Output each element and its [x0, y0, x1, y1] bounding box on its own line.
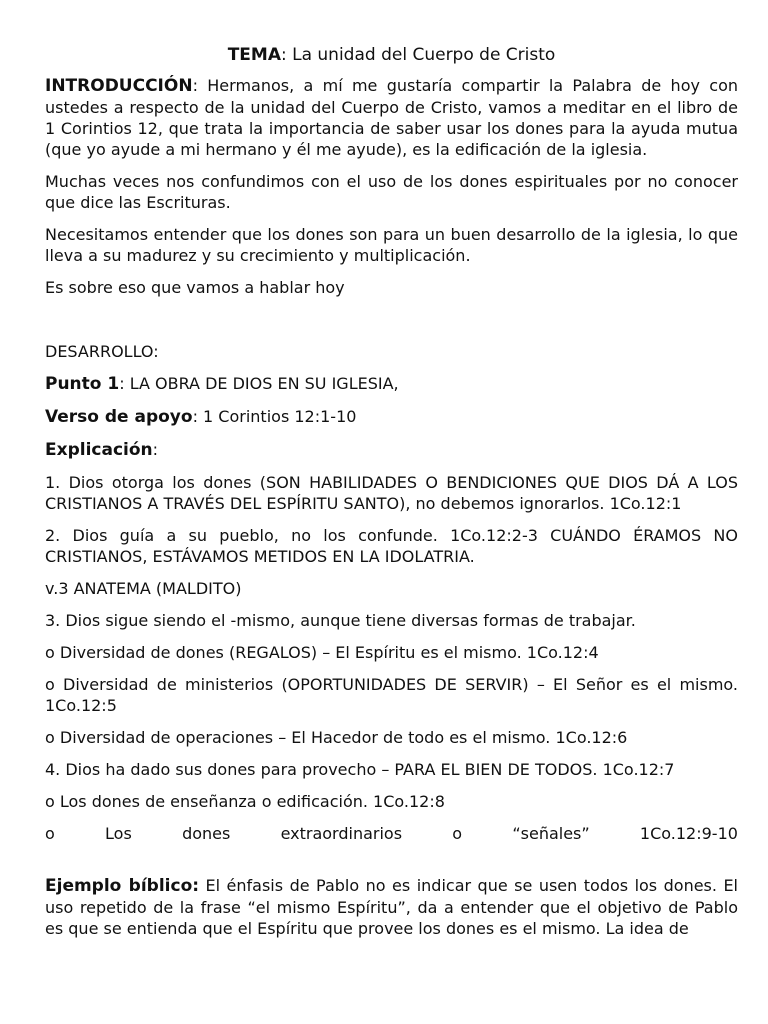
ejemplo-paragraph: [45, 875, 738, 939]
justified-list-item: [45, 823, 738, 844]
explicacion-heading: [45, 439, 738, 461]
punto-label: Punto 1: [45, 374, 120, 394]
list-item: o Diversidad de operaciones – El Hacedor de todo es el mismo. 1Co.12:6: [45, 728, 628, 747]
word: o: [452, 824, 463, 843]
explicacion-label: Explicación: [45, 440, 153, 460]
title-label: TEMA: [227, 45, 281, 65]
list-item: o Diversidad de ministerios (OPORTUNIDADES DE SERVIR) – El Señor es el mismo. 1Co.12:5: [45, 675, 738, 715]
list-item: o Diversidad de dones (REGALOS) – El Espíritu es el mismo. 1Co.12:4: [45, 643, 599, 662]
word: dones: [182, 824, 231, 843]
list-item: o Los dones de enseñanza o edificación. 1Co.12:8: [45, 792, 445, 811]
spacer: [45, 855, 738, 875]
list-item: 2. Dios guía a su pueblo, no los confunde. 1Co.12:2-3 CUÁNDO ÉRAMOS NO CRISTIANOS, ESTÁVAMOS METIDOS EN LA IDOLATRIA.: [45, 526, 738, 566]
word: extraordinarios: [280, 824, 403, 843]
title-text: : La unidad del Cuerpo de Cristo: [280, 45, 556, 65]
intro-paragraph: [45, 75, 738, 160]
intro-label: INTRODUCCIÓN: [45, 76, 193, 96]
document-title: [45, 44, 738, 66]
list-item: 3. Dios sigue siendo el -mismo, aunque tiene diversas formas de trabajar.: [45, 611, 636, 630]
explicacion-text: :: [152, 440, 159, 459]
intro-text: : Hermanos, a mí me gustaría compartir la Palabra de hoy con ustedes a respecto de la unidad del Cuerpo de Cristo, vamos a meditar en el libro de 1 Corintios 12, que trata la importancia de saber usar los dones para la ayuda mutua (que yo ayude a mi hermano y él me ayude), es la edificación de la iglesia.: [45, 76, 738, 159]
verso-label: Verso de apoyo: [45, 407, 193, 427]
ejemplo-text: El énfasis de Pablo no es indicar que se usen todos los dones. El uso repetido de la frase “el mismo Espíritu”, da a entender que el objetivo de Pablo es que se entienda que el Espíritu que provee los dones es el mismo. La idea de: [45, 876, 739, 938]
paragraph: Es sobre eso que vamos a hablar hoy: [45, 278, 345, 297]
paragraph: Muchas veces nos confundimos con el uso de los dones espirituales por no conocer que dice las Escrituras.: [45, 172, 738, 212]
punto-heading: [45, 373, 738, 395]
spacer: [45, 309, 738, 341]
ejemplo-label: Ejemplo bíblico:: [45, 876, 200, 896]
list-item: 4. Dios ha dado sus dones para provecho – PARA EL BIEN DE TODOS. 1Co.12:7: [45, 760, 675, 779]
verso-line: [45, 406, 738, 428]
punto-text: : LA OBRA DE DIOS EN SU IGLESIA,: [119, 374, 399, 393]
section-heading-desarrollo: DESARROLLO:: [45, 342, 159, 361]
word: o: [45, 824, 55, 843]
list-item: v.3 ANATEMA (MALDITO): [45, 579, 242, 598]
verso-text: : 1 Corintios 12:1-10: [192, 407, 357, 426]
word: “señales”: [512, 824, 590, 843]
word: Los: [105, 824, 132, 843]
paragraph: Necesitamos entender que los dones son para un buen desarrollo de la iglesia, lo que lleva a su madurez y su crecimiento y multiplicación.: [45, 225, 738, 265]
word: 1Co.12:9-10: [639, 824, 738, 843]
document-page: [45, 44, 738, 950]
list-item: 1. Dios otorga los dones (SON HABILIDADES O BENDICIONES QUE DIOS DÁ A LOS CRISTIANOS A TRAVÉS DEL ESPÍRITU SANTO), no debemos ignorarlos. 1Co.12:1: [45, 473, 738, 513]
